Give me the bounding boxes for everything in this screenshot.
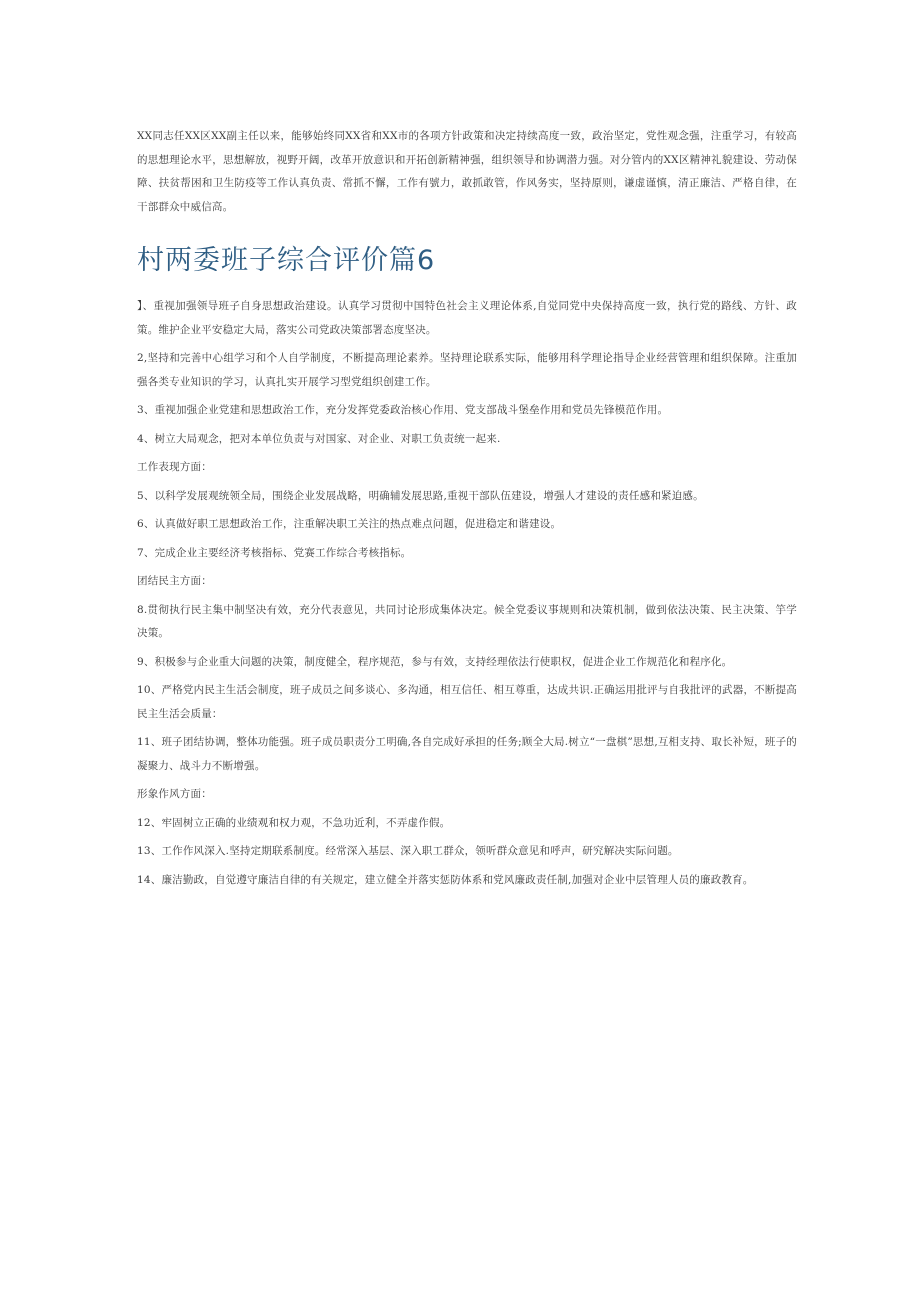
list-item: 14、廉洁勤政，自觉遵守廉洁自律的有关规定，建立健全并落实惩防体系和党风廉政责任制,加强对企业中层管理人员的廉政教育。 xyxy=(137,873,754,886)
list-item: 13、工作作风深入.坚持定期联系制度。经常深入基层、深入职工群众，领听群众意见和呼声，研究解决实际问题。 xyxy=(137,845,679,857)
list-item: 11、班子团结协调，整体功能强。班子成员职责分工明确,各自完成好承担的任务;顾全大局.树立“一盘棋”思想,互相支持、取长补短，班子的凝聚力、战斗力不断增强。 xyxy=(137,736,797,772)
list-item: 10、严格党内民主生活会制度，班子成员之间多谈心、多沟通，相互信任、相互尊重，达成共识.正确运用批评与自我批评的武器，不断提高民主生活会质量： xyxy=(137,684,797,720)
list-item: 7、完成企业主要经济考核指标、党赛工作综合考核指标。 xyxy=(137,546,412,559)
document-content xyxy=(137,125,797,897)
list-item: 2,坚持和完善中心组学习和个人自学制度，不断提高理论素养。坚持理论联系实际，能够用科学理论指导企业经营管理和组织保障。注重加强各类专业知识的学习，认真扎实开展学习型党组织创建工作。 xyxy=(137,352,797,388)
section-label-image-style: 形象作风方面： xyxy=(137,788,212,800)
list-item: 9、积极参与企业重大问题的决策，制度健全，程序规范，参与有效，支持经理依法行使职权，促进企业工作规范化和程序化。 xyxy=(137,655,733,668)
list-item: 12、牢固树立正确的业绩观和权力观，不急功近利，不弄虚作假。 xyxy=(137,816,451,829)
section-label-work-performance: 工作表现方面： xyxy=(137,461,212,473)
list-item: 】、重视加强领导班子自身思想政治建设。认真学习贯彻中国特色社会主义理论体系,自觉同党中央保持高度一致，执行党的路线、方针、政策。维护企业平安稳定大局，落实公司党政决策部署态度坚决。 xyxy=(137,300,797,336)
list-item: 3、重视加强企业党建和思想政治工作，充分发挥党委政治核心作用、党支部战斗堡垒作用和党员先锋模范作用。 xyxy=(137,404,669,416)
section-label-unity-democracy: 团结民主方面： xyxy=(137,575,212,587)
intro-paragraph: XX同志任XX区XX副主任以来，能够始终同XX省和XX市的各项方针政策和决定持续高度一致，政治坚定，党性观念强，注重学习，有较高的思想理论水平，思想解放，视野开阔，改革开放意识和开拓创新精神强，组织领导和协调潜力强。对分管内的XX区精神礼貌建设、劳动保障、扶贫帮困和卫生防疫等工作认真负责、常抓不懈，工作有號力，敢抓敢管，作风务实，坚持原则，谦虚谨慎，清正廉洁、严格自律，在干部群众中威信高。 xyxy=(137,130,797,213)
list-item: 4、树立大局观念，把对本单位负责与对国家、对企业、对职工负责统一起来. xyxy=(137,432,501,445)
list-item: 8.贯彻执行民主集中制坚决有效，充分代表意见，共同讨论形成集体决定。候全党委议事规则和决策机制，做到依法决策、民主决策、竽学决策。 xyxy=(137,603,797,639)
section-heading: 村两委班子综合评价篇6 xyxy=(137,245,436,276)
list-item: 6、认真做好职工思想政治工作，注重解决职工关注的热点难点问题，促进稳定和谐建设。 xyxy=(137,518,562,530)
list-item: 5、以科学发展观统领全局，围绕企业发展战略，明确辅发展思路,重视干部队伍建设，增强人才建设的责任感和紧迫感。 xyxy=(137,489,704,502)
